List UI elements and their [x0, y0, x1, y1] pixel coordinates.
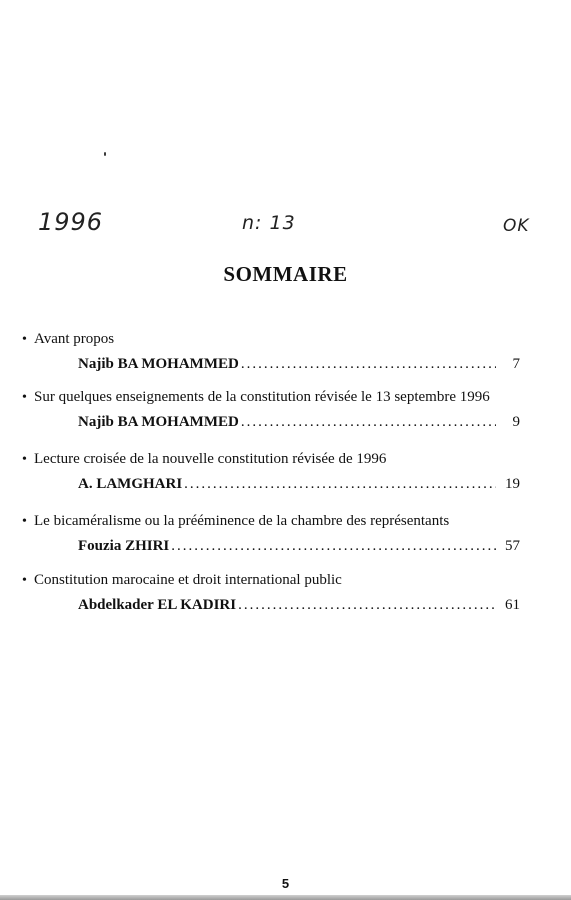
- bullet-icon: •: [22, 390, 27, 405]
- dot-leader: [184, 475, 496, 493]
- toc-entry-title: Le bicaméralisme ou la prééminence de la chambre des représentants: [34, 513, 450, 529]
- toc-entry-author-line: [78, 475, 520, 493]
- toc-entry-title-row: [22, 388, 522, 407]
- toc-entry-page: 19: [505, 476, 520, 492]
- bullet-icon: •: [22, 452, 27, 467]
- page-bottom-edge: [0, 895, 571, 900]
- dot-leader: [241, 355, 496, 373]
- toc-entry-author-line: [78, 596, 520, 614]
- handwritten-number: n: 13: [242, 212, 296, 234]
- page-number: 5: [281, 876, 290, 891]
- toc-entry-title-row: [22, 571, 522, 590]
- toc-entry: [22, 450, 522, 493]
- toc-entry: [22, 388, 522, 431]
- scan-speck: [104, 152, 106, 156]
- toc-entry: [22, 571, 522, 614]
- toc-entry-author: Najib BA MOHAMMED: [78, 356, 239, 372]
- bullet-icon: •: [22, 332, 27, 347]
- toc-entry-title-row: [22, 330, 522, 349]
- toc-entry-page: 57: [505, 538, 520, 554]
- toc-entry-author: Najib BA MOHAMMED: [78, 414, 239, 430]
- sommaire-title: SOMMAIRE: [223, 262, 348, 286]
- toc-entry-author: A. LAMGHARI: [78, 476, 183, 492]
- toc-entry-title-row: [22, 450, 522, 469]
- handwritten-mark: OK: [503, 216, 530, 236]
- bullet-icon: •: [22, 573, 27, 588]
- toc-entry-title: Constitution marocaine et droit international public: [34, 572, 342, 588]
- toc-entry-author-line: [78, 413, 520, 431]
- toc-entry: [22, 512, 522, 555]
- toc-entry-title: Avant propos: [34, 331, 115, 347]
- bullet-icon: •: [22, 514, 27, 529]
- toc-entry-page: 61: [505, 597, 520, 613]
- dot-leader: [241, 413, 496, 431]
- handwritten-year: 1996: [38, 208, 104, 236]
- toc-entry-author-line: [78, 537, 520, 555]
- toc-entry-author-line: [78, 355, 520, 373]
- dot-leader: [238, 596, 496, 614]
- toc-entry-author: Fouzia ZHIRI: [78, 538, 170, 554]
- toc-entry-title: Lecture croisée de la nouvelle constitution révisée de 1996: [34, 451, 387, 467]
- toc-entry-page: 9: [512, 414, 520, 430]
- toc-entry-title: Sur quelques enseignements de la constitution révisée le 13 septembre 1996: [34, 389, 490, 405]
- toc-entry-page: 7: [512, 356, 520, 372]
- toc-entry: [22, 330, 522, 373]
- toc-entry-title-row: [22, 512, 522, 531]
- toc-entry-author: Abdelkader EL KADIRI: [78, 597, 237, 613]
- dot-leader: [171, 537, 496, 555]
